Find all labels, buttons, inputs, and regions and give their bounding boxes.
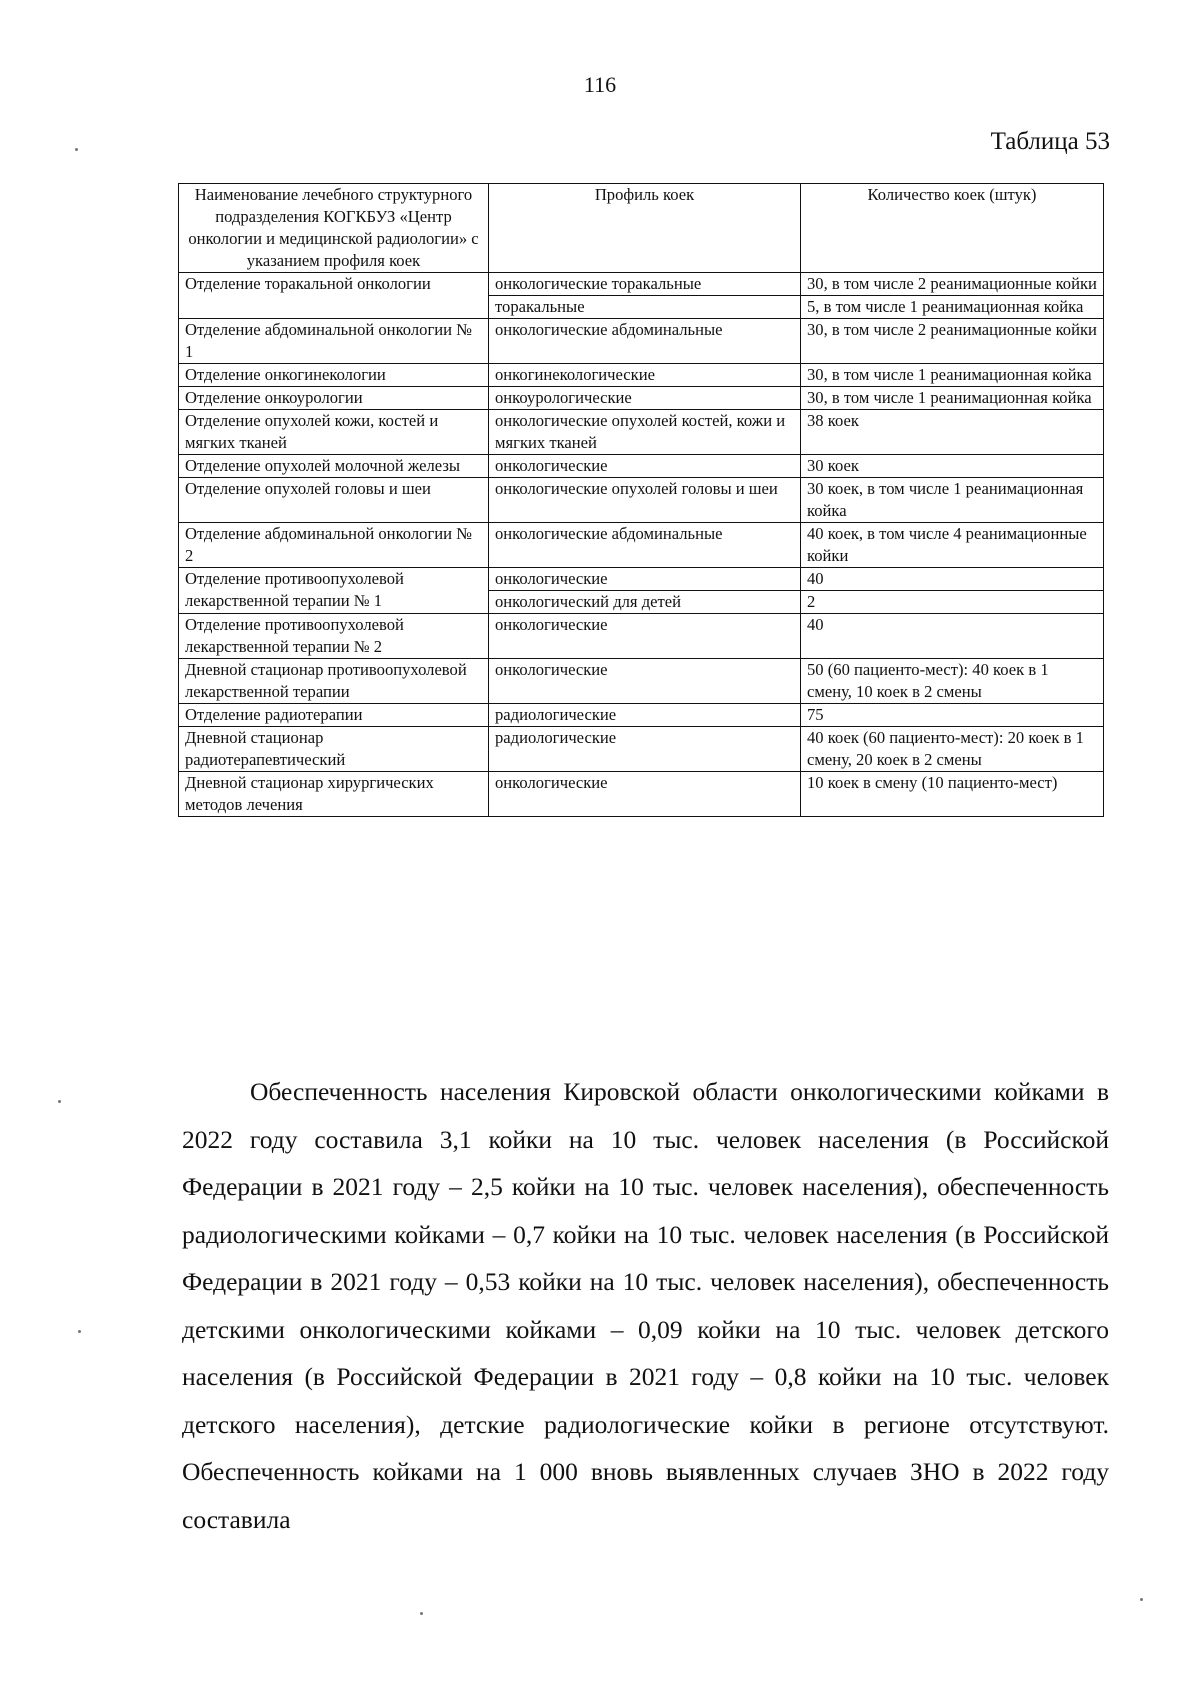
cell-count: 40 bbox=[801, 568, 1104, 591]
cell-count: 30, в том числе 1 реанимационная койка bbox=[801, 364, 1104, 387]
table-row bbox=[179, 273, 1104, 296]
cell-count: 40 коек (60 пациенто-мест): 20 коек в 1 смену, 20 коек в 2 смены bbox=[801, 727, 1104, 772]
cell-profile: онкологические bbox=[489, 568, 801, 591]
page-number: 116 bbox=[583, 72, 617, 97]
table-row bbox=[179, 523, 1104, 568]
cell-profile: онкогинекологические bbox=[489, 364, 801, 387]
cell-department: Отделение онкогинекологии bbox=[179, 364, 489, 387]
table-row bbox=[179, 364, 1104, 387]
cell-count: 40 коек, в том числе 4 реанимационные койки bbox=[801, 523, 1104, 568]
table-row bbox=[179, 410, 1104, 455]
cell-profile: онкологические абдоминальные bbox=[489, 523, 801, 568]
header-count: Количество коек (штук) bbox=[801, 184, 1104, 273]
cell-department: Дневной стационар радиотерапевтический bbox=[179, 727, 489, 772]
cell-count: 30, в том числе 2 реанимационные койки bbox=[801, 273, 1104, 296]
scan-speck bbox=[75, 148, 78, 151]
cell-count: 30, в том числе 1 реанимационная койка bbox=[801, 387, 1104, 410]
cell-count: 30 коек bbox=[801, 455, 1104, 478]
cell-profile: радиологические bbox=[489, 727, 801, 772]
cell-department: Отделение онкоурологии bbox=[179, 387, 489, 410]
table-row bbox=[179, 478, 1104, 523]
cell-count: 50 (60 пациенто-мест): 40 коек в 1 смену, 10 коек в 2 смены bbox=[801, 659, 1104, 704]
cell-count: 30 коек, в том числе 1 реанимационная койка bbox=[801, 478, 1104, 523]
table-row bbox=[179, 387, 1104, 410]
cell-profile: торакальные bbox=[489, 296, 801, 319]
table-row bbox=[179, 772, 1104, 817]
cell-profile: онкологические торакальные bbox=[489, 273, 801, 296]
body-paragraph: Обеспеченность населения Кировской области онкологическими койками в 2022 году составила 3,1 койки на 10 тыс. человек населения (в Российской Федерации в 2021 году – 2,5 койки на 10 тыс. человек населения), обеспеченность радиологическими койками – 0,7 койки на 10 тыс. человек населения (в Российской Федерации в 2021 году – 0,53 койки на 10 тыс. человек населения), обеспеченность детскими онкологическими койками – 0,09 койки на 10 тыс. человек детского населения (в Российской Федерации в 2021 году – 0,8 койки на 10 тыс. человек детского населения), детские радиологические койки в регионе отсутствуют. Обеспеченность койками на 1 000 вновь выявленных случаев ЗНО в 2022 году составила bbox=[182, 1077, 1109, 1534]
table-row bbox=[179, 319, 1104, 364]
table-row bbox=[179, 727, 1104, 772]
scan-speck bbox=[1140, 1598, 1143, 1601]
table-row bbox=[179, 704, 1104, 727]
cell-department: Дневной стационар хирургических методов лечения bbox=[179, 772, 489, 817]
table-header-row bbox=[179, 184, 1104, 273]
cell-department: Отделение абдоминальной онкологии № 2 bbox=[179, 523, 489, 568]
table-row bbox=[179, 659, 1104, 704]
header-profile: Профиль коек bbox=[489, 184, 801, 273]
scan-speck bbox=[78, 1330, 81, 1333]
cell-department: Отделение радиотерапии bbox=[179, 704, 489, 727]
header-department: Наименование лечебного структурного подразделения КОГКБУЗ «Центр онкологии и медицинской радиологии» с указанием профиля коек bbox=[179, 184, 489, 273]
cell-profile: онкологические bbox=[489, 659, 801, 704]
table-row bbox=[179, 455, 1104, 478]
cell-department: Дневной стационар противоопухолевой лекарственной терапии bbox=[179, 659, 489, 704]
cell-profile: радиологические bbox=[489, 704, 801, 727]
cell-count: 10 коек в смену (10 пациенто-мест) bbox=[801, 772, 1104, 817]
cell-department: Отделение торакальной онкологии bbox=[179, 273, 489, 319]
cell-profile: онкологические bbox=[489, 772, 801, 817]
cell-profile: онкологические bbox=[489, 455, 801, 478]
table-caption: Таблица 53 bbox=[990, 128, 1110, 155]
cell-count: 30, в том числе 2 реанимационные койки bbox=[801, 319, 1104, 364]
cell-profile: онкологические bbox=[489, 614, 801, 659]
cell-count: 2 bbox=[801, 591, 1104, 614]
scan-speck bbox=[420, 1612, 423, 1615]
cell-count: 75 bbox=[801, 704, 1104, 727]
beds-table bbox=[178, 183, 1104, 817]
cell-department: Отделение абдоминальной онкологии № 1 bbox=[179, 319, 489, 364]
cell-profile: онкологический для детей bbox=[489, 591, 801, 614]
cell-profile: онкоурологические bbox=[489, 387, 801, 410]
cell-department: Отделение противоопухолевой лекарственной терапии № 2 bbox=[179, 614, 489, 659]
cell-count: 40 bbox=[801, 614, 1104, 659]
table-row bbox=[179, 614, 1104, 659]
cell-count: 38 коек bbox=[801, 410, 1104, 455]
cell-department: Отделение противоопухолевой лекарственной терапии № 1 bbox=[179, 568, 489, 614]
scan-speck bbox=[58, 1100, 61, 1103]
cell-profile: онкологические опухолей костей, кожи и мягких тканей bbox=[489, 410, 801, 455]
table-row bbox=[179, 568, 1104, 591]
cell-profile: онкологические абдоминальные bbox=[489, 319, 801, 364]
cell-department: Отделение опухолей молочной железы bbox=[179, 455, 489, 478]
cell-department: Отделение опухолей кожи, костей и мягких тканей bbox=[179, 410, 489, 455]
cell-count: 5, в том числе 1 реанимационная койка bbox=[801, 296, 1104, 319]
cell-profile: онкологические опухолей головы и шеи bbox=[489, 478, 801, 523]
cell-department: Отделение опухолей головы и шеи bbox=[179, 478, 489, 523]
